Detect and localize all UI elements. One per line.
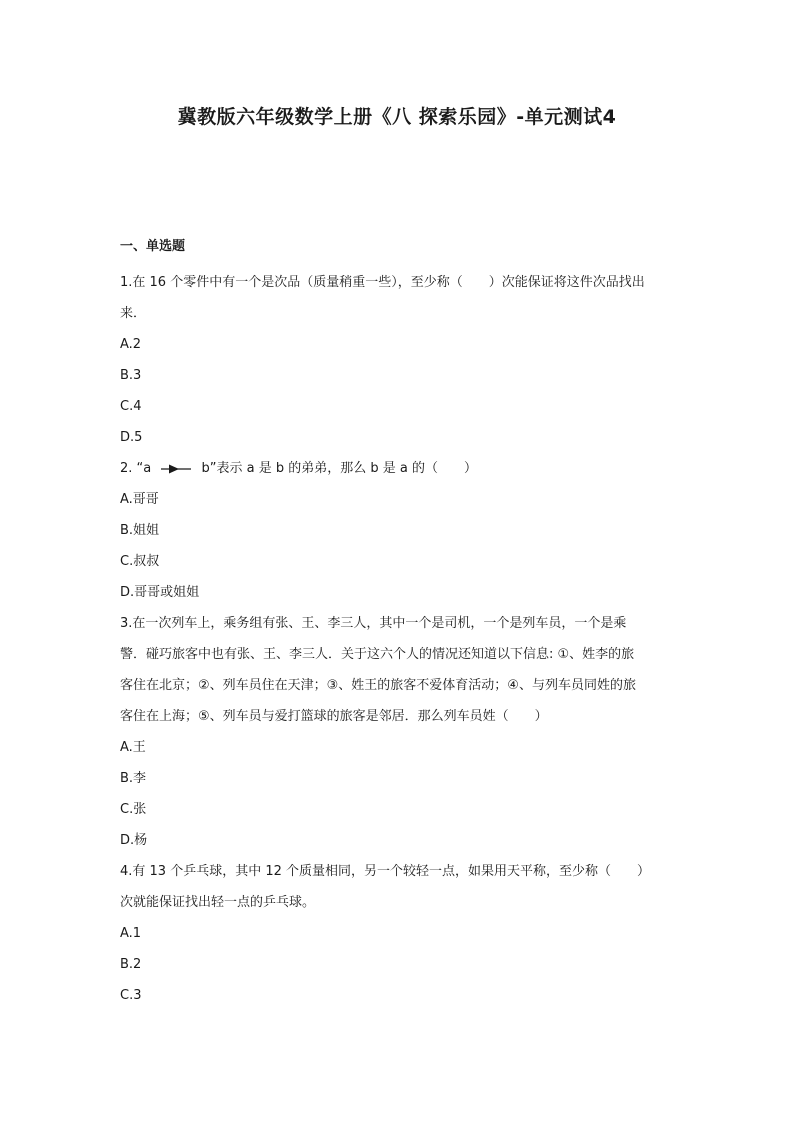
question-3-option-c[interactable]: C.张 (120, 802, 147, 817)
question-3-option-b[interactable]: B.李 (120, 771, 147, 786)
question-4-option-b[interactable]: B.2 (120, 957, 142, 972)
question-2-line-1 (120, 453, 690, 484)
question-1 (120, 267, 690, 453)
question-2-option-c[interactable]: C.叔叔 (120, 554, 160, 569)
question-2-option-b[interactable]: B.姐姐 (120, 523, 160, 538)
question-3-line-2: 警．碰巧旅客中也有张、王、李三人．关于这六个人的情况还知道以下信息: ①、姓李的旅 (120, 647, 635, 662)
question-1-option-b[interactable]: B.3 (120, 368, 142, 383)
document-title: 冀教版六年级数学上册《八 探索乐园》-单元测试4 (177, 106, 617, 128)
question-1-option-c[interactable]: C.4 (120, 399, 142, 414)
question-4-option-c[interactable]: C.3 (120, 988, 142, 1003)
question-2-suffix: b”表示 a 是 b 的弟弟，那么 b 是 a 的（ ） (201, 461, 478, 476)
question-4-line-2: 次就能保证找出轻一点的乒乓球。 (120, 895, 316, 910)
question-3 (120, 608, 690, 856)
question-3-option-a[interactable]: A.王 (120, 740, 146, 755)
question-4-option-a[interactable]: A.1 (120, 926, 142, 941)
question-2 (120, 453, 690, 608)
question-2-option-d[interactable]: D.哥哥或姐姐 (120, 585, 200, 600)
question-3-line-4: 客住在上海；⑤、列车员与爱打篮球的旅客是邻居．那么列车员姓（ ） (120, 709, 548, 724)
question-1-option-a[interactable]: A.2 (120, 337, 142, 352)
question-1-line-1: 1.在 16 个零件中有一个是次品（质量稍重一些），至少称（ ）次能保证将这件次品找出 (120, 275, 645, 290)
question-4-line-1: 4.有 13 个乒乓球，其中 12 个质量相同，另一个较轻一点，如果用天平称，至少称（ ） (120, 864, 651, 879)
question-4 (120, 856, 690, 1011)
section-heading: 一、单选题 (120, 239, 186, 254)
question-2-option-a[interactable]: A.哥哥 (120, 492, 159, 507)
question-3-option-d[interactable]: D.杨 (120, 833, 148, 848)
question-1-line-2: 来． (120, 306, 147, 321)
question-2-prefix: 2. “a (120, 461, 152, 476)
question-3-line-3: 客住在北京；②、列车员住在天津；③、姓王的旅客不爱体育活动；④、与列车员同姓的旅 (120, 678, 636, 693)
document-content (120, 236, 690, 1011)
question-1-option-d[interactable]: D.5 (120, 430, 143, 445)
arrow-right-icon (159, 463, 193, 475)
question-3-line-1: 3.在一次列车上，乘务组有张、王、李三人，其中一个是司机，一个是列车员，一个是乘 (120, 616, 627, 631)
